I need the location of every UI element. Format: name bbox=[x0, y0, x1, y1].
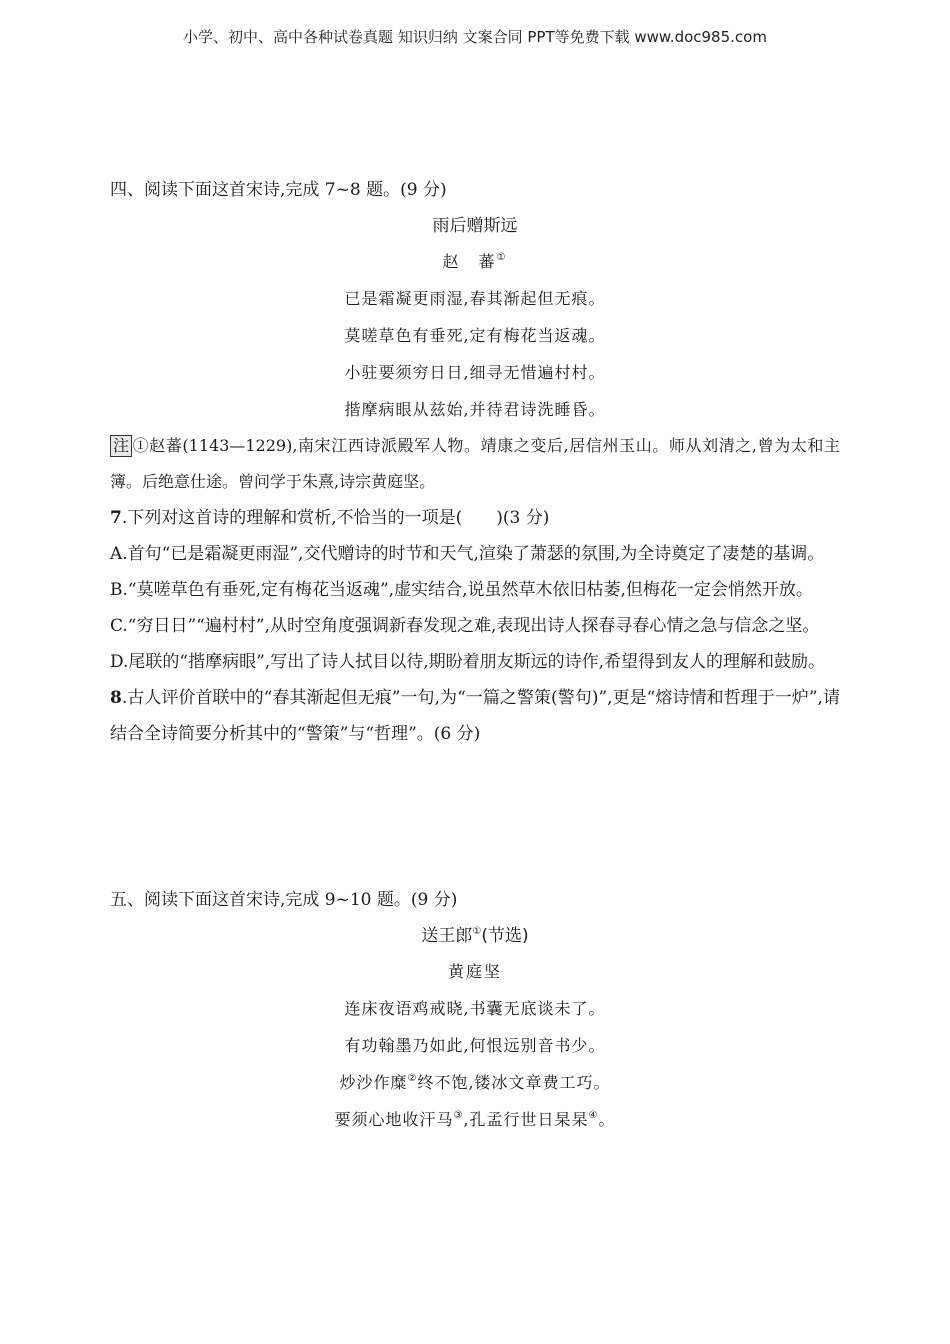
question-7-number: 7 bbox=[110, 508, 122, 528]
poem1-line-1: 已是霜凝更雨湿,春其渐起但无痕。 bbox=[344, 289, 606, 308]
question-7-option-b: B.“莫嗟草色有垂死,定有梅花当返魂”,虚实结合,说虽然草木依旧枯萎,但梅花一定会悄然开放。 bbox=[110, 580, 813, 600]
answer-space bbox=[110, 752, 840, 882]
note-text: ①赵蕃(1143—1229),南宋江西诗派殿军人物。靖康之变后,居信州玉山。师从刘清之,曾为太和主簿。后绝意仕途。曾问学于朱熹,诗宗黄庭坚。 bbox=[110, 436, 840, 491]
poem1-author bbox=[110, 244, 840, 280]
question-8-number: 8 bbox=[110, 688, 122, 708]
poem2-line-4 bbox=[110, 1101, 840, 1138]
poem2-line-4-part-a: 要须心地收汗马 bbox=[334, 1110, 454, 1129]
poem2-line-2: 有功翰墨乃如此,何恨远别音书少。 bbox=[344, 1036, 606, 1055]
poem1-author-name: 赵 蕃 bbox=[442, 252, 497, 271]
poem1-line-3: 小驻要须穷日日,细寻无惜遍村村。 bbox=[344, 363, 606, 382]
poem2-title-suffix: (节选) bbox=[481, 926, 529, 946]
question-7-option-d: D.尾联的“揩摩病眼”,写出了诗人拭目以待,期盼着朋友斯远的诗作,希望得到友人的理解和鼓励。 bbox=[110, 652, 826, 672]
poem2-line-3-part-a: 炒沙作糜 bbox=[339, 1073, 408, 1092]
poem1-line-2: 莫嗟草色有垂死,定有梅花当返魂。 bbox=[344, 326, 606, 345]
poem2-line-4-footnote-mark: ③ bbox=[453, 1110, 464, 1121]
section4-heading: 四、阅读下面这首宋诗,完成 7~8 题。(9 分) bbox=[110, 180, 447, 200]
question-7-option-a: A.首句“已是霜凝更雨湿”,交代赠诗的时节和天气,渲染了萧瑟的氛围,为全诗奠定了凄楚的基调。 bbox=[110, 544, 825, 564]
poem2-title bbox=[110, 918, 840, 954]
question-8 bbox=[110, 680, 840, 752]
poem2-line-3-part-b: 终不饱,镂冰文章费工巧。 bbox=[417, 1073, 611, 1092]
poem2-line-4-part-b: ,孔孟行世日杲杲 bbox=[463, 1110, 589, 1129]
poem2-line-3 bbox=[110, 1064, 840, 1101]
poem1-note bbox=[110, 428, 840, 500]
poem1-line-4: 揩摩病眼从兹始,并待君诗洗睡昏。 bbox=[344, 400, 606, 419]
poem2-title-text: 送王郎 bbox=[421, 926, 473, 946]
poem2-title-footnote-mark: ① bbox=[472, 926, 482, 937]
poem2-line-4-part-c: 。 bbox=[598, 1110, 616, 1129]
question-7 bbox=[110, 500, 840, 536]
question-7-stem: .下列对这首诗的理解和赏析,不恰当的一项是( )(3 分) bbox=[121, 508, 550, 528]
document-body bbox=[110, 172, 840, 1138]
poem2-line-4-footnote-mark-2: ④ bbox=[588, 1110, 599, 1121]
poem2-line-3-footnote-mark: ② bbox=[407, 1073, 418, 1084]
poem1-title: 雨后赠斯远 bbox=[432, 216, 518, 236]
question-8-stem: .古人评价首联中的“春其渐起但无痕”一句,为“一篇之警策(警句)”,更是“熔诗情和哲理于一炉”,请结合全诗简要分析其中的“警策”与“哲理”。(6 分) bbox=[110, 688, 840, 744]
poem1-author-footnote-mark: ① bbox=[496, 252, 508, 263]
note-label: 注 bbox=[110, 435, 132, 457]
poem2-line-1: 连床夜语鸡戒晓,书囊无底谈未了。 bbox=[344, 999, 606, 1018]
poem2-author: 黄庭坚 bbox=[447, 962, 502, 981]
section5-heading: 五、阅读下面这首宋诗,完成 9~10 题。(9 分) bbox=[110, 890, 458, 910]
question-7-option-c: C.“穷日日”“遍村村”,从时空角度强调新春发现之难,表现出诗人探春寻春心情之急与信念之坚。 bbox=[110, 616, 820, 636]
page-header: 小学、初中、高中各种试卷真题 知识归纳 文案合同 PPT等免费下载 www.doc985.com bbox=[183, 28, 767, 46]
